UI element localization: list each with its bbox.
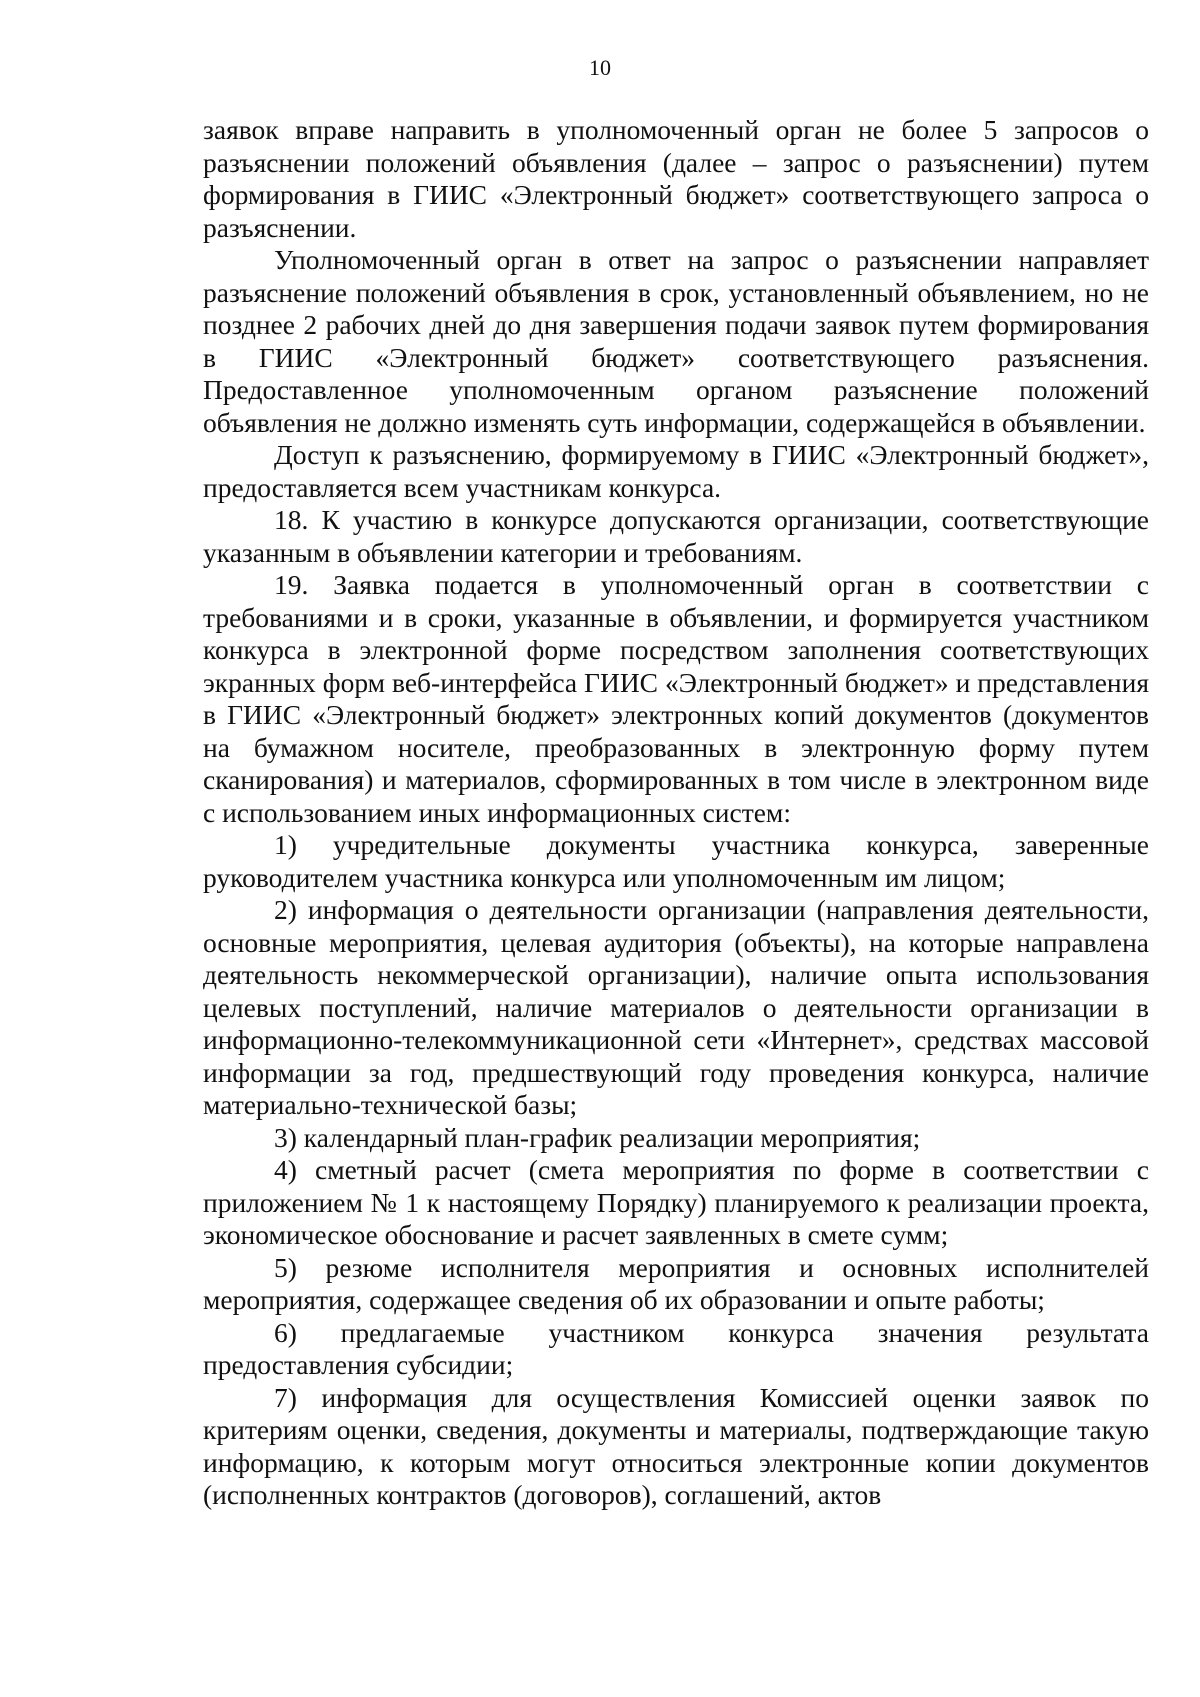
paragraph-item-19: 19. Заявка подается в уполномоченный орган в соответствии с требованиями и в сроки, указанные в объявлении, и формируется участником конкурса в электронной форме посредством заполнения соответствующих экранных форм веб-интерфейса ГИИС «Электронный бюджет» и представления в ГИИС «Электронный бюджет» электронных копий документов (документов на бумажном носителе, преобразованных в электронную форму путем сканирования) и материалов, сформированных в том числе в электронном виде с использованием иных информационных систем: [203, 569, 1149, 828]
list-item: 3) календарный план-график реализации мероприятия; [274, 1121, 921, 1153]
list-item: 6) предлагаемые участником конкурса значения результата предоставления субсидии; [203, 1316, 1149, 1380]
page-number: 10 [589, 55, 611, 80]
paragraph-item-18: 18. К участию в конкурсе допускаются организации, соответствующие указанным в объявлении категории и требованиям. [203, 504, 1149, 568]
list-item: 1) учредительные документы участника конкурса, заверенные руководителем участника конкурса или уполномоченным им лицом; [203, 829, 1149, 893]
list-item: 4) сметный расчет (смета мероприятия по форме в соответствии с приложением № 1 к настоящему Порядку) планируемого к реализации проекта, экономическое обоснование и расчет заявленных в смете сумм; [203, 1154, 1149, 1250]
document-body [203, 114, 1149, 1512]
paragraph: Доступ к разъяснению, формируемому в ГИИС «Электронный бюджет», предоставляется всем участникам конкурса. [203, 439, 1149, 503]
list-item: 2) информация о деятельности организации (направления деятельности, основные мероприятия, целевая аудитория (объекты), на которые направлена деятельность некоммерческой организации), наличие опыта использования целевых поступлений, наличие материалов о деятельности организации в информационно-телекоммуникационной сети «Интернет», средствах массовой информации за год, предшествующий году проведения конкурса, наличие материально-технической базы; [203, 894, 1149, 1120]
paragraph: заявок вправе направить в уполномоченный орган не более 5 запросов о разъяснении положений объявления (далее – запрос о разъяснении) путем формирования в ГИИС «Электронный бюджет» соответствующего запроса о разъяснении. [203, 114, 1149, 243]
list-item: 7) информация для осуществления Комиссией оценки заявок по критериям оценки, сведения, документы и материалы, подтверждающие такую информацию, к которым могут относиться электронные копии документов (исполненных контрактов (договоров), соглашений, актов [203, 1381, 1149, 1510]
list-item: 5) резюме исполнителя мероприятия и основных исполнителей мероприятия, содержащее сведения об их образовании и опыте работы; [203, 1251, 1149, 1315]
paragraph: Уполномоченный орган в ответ на запрос о разъяснении направляет разъяснение положений объявления в срок, установленный объявлением, но не позднее 2 рабочих дней до дня завершения подачи заявок путем формирования в ГИИС «Электронный бюджет» соответствующего разъяснения. Предоставленное уполномоченным органом разъяснение положений объявления не должно изменять суть информации, содержащейся в объявлении. [203, 244, 1149, 438]
